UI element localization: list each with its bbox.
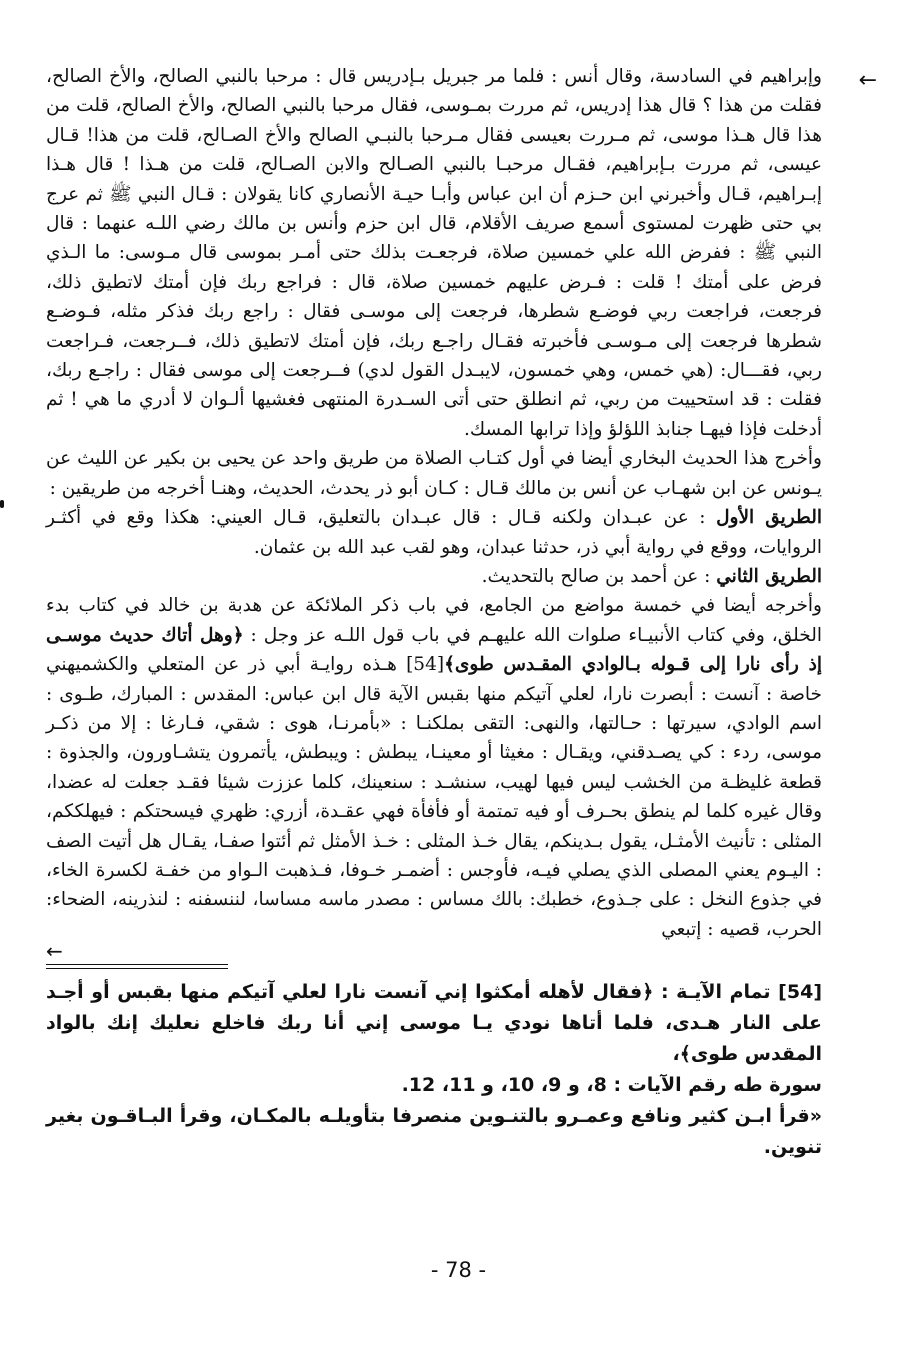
document-page — [46, 62, 822, 1163]
footnotes — [46, 977, 822, 1163]
way-two-label: الطريق الثاني — [716, 565, 822, 587]
footnote-54: [54] تمام الآيـة : ﴿فقال لأهله أمكثوا إني آنست نارا لعلي آتيكم منها بقبس أو أجـد على النار هـدى، فلما أتاها نودي يـا موسى إني أنا ربك فاخلع نعليك إنك بالواد المقدس طوى﴾، — [46, 981, 822, 1066]
way-two-text: : عن أحمد بن صالح بالتحديث. — [481, 565, 717, 587]
paragraph-way-two — [46, 562, 822, 591]
page-number: - 78 - — [430, 1258, 487, 1282]
way-one-label: الطريق الأول — [716, 507, 822, 529]
paragraph-five-places-intro: وأخرجه أيضا في خمسة مواضع من الجامع، في باب ذكر الملائكة عن هدبة بن خالد في كتاب بدء الخلق، وفي كتاب الأنبيـاء صلوات الله عليهـم في باب قول اللـه عز وجل : — [46, 595, 822, 646]
main-text — [46, 62, 822, 944]
paragraph-bukhari: وأخرج هذا الحديث البخاري أيضا في أول كتـاب الصلاة من طريق واحد عن يحيى بن بكير عن الليث عن يـونس عن ابن شهـاب عن أنس بن مالك قـال : كـان أبو ذر يحدث، الحديث، وهنـا أخرجه من طريقين : — [46, 448, 822, 499]
way-one-text: : عن عبـدان ولكنه قـال : قال عبـدان بالتعليق، قـال العيني: هكذا وقع في أكثـر الروايات، ووقع في رواية أبي ذر، حدثنا عبدان، وهو لقب عبد الله بن عثمان. — [46, 507, 822, 558]
paragraph-way-one — [46, 503, 822, 562]
page-edge-mark — [0, 500, 4, 508]
continuation-arrow-icon: ← — [858, 68, 877, 93]
paragraph-five-places — [46, 591, 822, 944]
footnote-qiraat: «قرأ ابـن كثير ونافع وعمـرو بالتنـوين منصرفا بتأويلـه بالمكـان، وقرأ البـاقـون بغير تنوين. — [46, 1105, 822, 1159]
paragraph-hadith: وإبراهيم في السادسة، وقال أنس : فلما مر جبريل بـإدريس قال : مرحبا بالنبي الصالح، والأخ الصالح، فقلت من هذا ؟ قال هذا إدريس، ثم مررت بمـوسى، فقال مرحبا بالنبي الصالح، والأخ الصالح، قلت من هذا قال هـذا موسى، ثم مـررت بعيسى فقال مـرحبا بالنبـي الصالح والأخ الصـالح، قلت من هذا! قـال عيسى، ثم مررت بـإبراهيم، فقـال مرحبـا بالنبي الصـالح والابن الصـالح، قلت من هـذا ! قال هـذا إبـراهيم، قـال وأخبرني ابن حـزم أن ابن عباس وأبـا حيـة الأنصاري كانا يقولان : قـال النبي ﷺ ثم عرج بي حتى ظهرت لمستوى أسمع صريف الأقلام، قال ابن حزم وأنس بن مالك رضي اللـه عنهما : قال النبي ﷺ : ففرض الله علي خمسين صلاة، فرجعـت بذلك حتى أمـر بموسى قال مـوسى: ما الـذي فرض على أمتك ! قلت : فـرض عليهم خمسين صلاة، قال : فراجع ربك فإن أمتك لاتطيق ذلك، فرجعت، فراجعت ربي فوضـع شطرها، فرجعت إلى موسـى فقال : راجع ربك فذكر مثله، فـوضـع شطرها فرجعت إلى مـوسـى فأخبرته فقـال راجـع ربك، فإن أمتك لاتطيق ذلك، فــرجعت، فـراجعت ربي، فقـــال: (هي خمس، وهي خمسون، لايبـدل القول لدي) فــرجعت إلى موسى فقال : راجـع ربك، فقلت : قد استحييت من ربي، ثم انطلق حتى أتى السـدرة المنتهى فغشيها ألـوان لا أدري ما هي ! ثم أدخلت فإذا فيهـا جنابذ اللؤلؤ وإذا ترابها المسك. — [46, 66, 822, 440]
continuation-end-arrow-icon: ← — [46, 939, 63, 964]
footnote-divider — [46, 964, 228, 969]
paragraph-five-places-body: [54] هـذه روايـة أبي ذر عن المتعلي والكشميهني خاصة : آنست : أبصرت نارا، لعلي آتيكم منها بقبس الآية قال ابن عباس: المقدس : المبارك، طـوى : اسم الوادي، سيرتها : حـالتها، والنهى: التقى بملكنـا : «بأمرنـا، هوى : شقي، فـارغا : إلا من ذكـر موسى، ردء : كي يصـدقني، ويقـال : مغيثا أو معينـا، يبطش : ويبطش، يأتمرون يتشـاورون، والجذوة : قطعة غليظـة من الخشب ليس فيها لهيب، سنشـد : سنعينك، كلما عززت شيئا فقـد جعلت له عضدا، وقال غيره كلما لم ينطق بحـرف أو فيه تمتمة أو فأفأة فهي عقـدة، أزري: ظهري فيسحتكم : فيهلككم، المثلى : تأنيث الأمثـل، يقول بـدينكم، يقال خـذ المثلى : خـذ الأمثل ثم أئتوا صفـا، يقـال هل أتيت الصف : اليـوم يعني المصلى الذي يصلي فيـه، فأوجس : أضمـر خـوفا، فـذهبت الـواو من خفـة لكسرة الخاء، في جذوع النخل : على جـذوع، خطبك: بالك مساس : مصدر ماسه مساسا، لننسفنه : لنذرينه، الضحاء: الحرب، قصيه : إتبعي — [46, 654, 822, 940]
quran-quote: ﴿وهل أتاك حديث موسـى إذ رأى نارا إلى قـوله بـالوادي المقـدس طوى﴾ — [46, 624, 822, 676]
footnote-surah-reference: سورة طه رقم الآيات : 8، و 9، 10، و 11، 12. — [401, 1074, 822, 1097]
